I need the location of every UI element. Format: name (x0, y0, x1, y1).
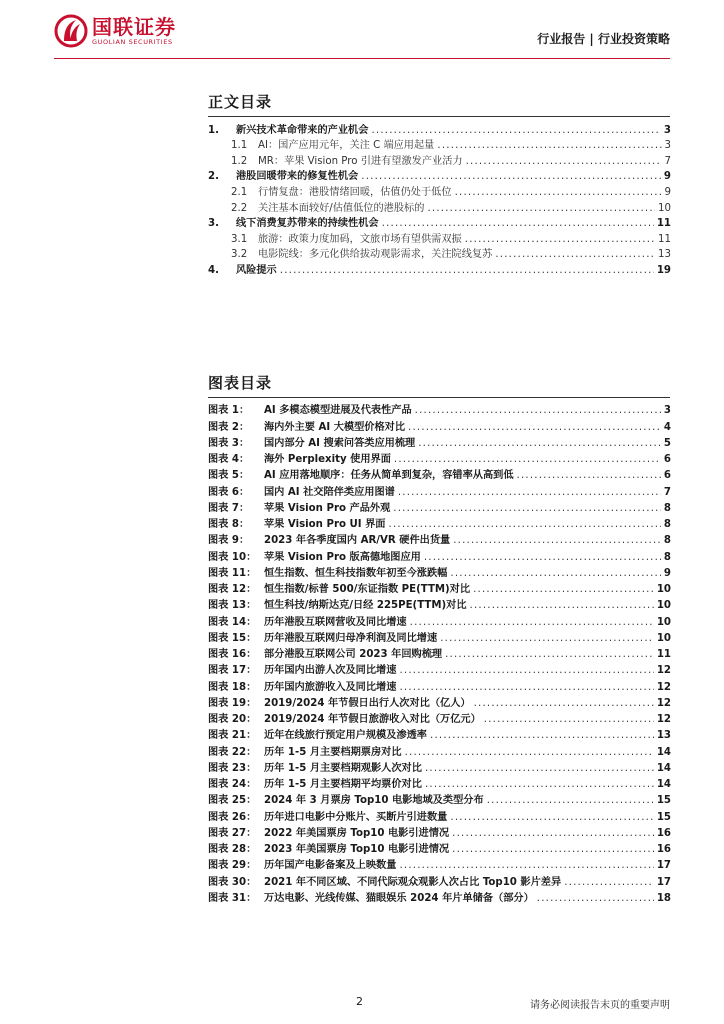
figure-entry-page: 16 (656, 827, 671, 839)
figure-entry-title: 2022 年美国票房 Top10 电影引进情况 (264, 827, 450, 839)
figure-entry-page: 14 (656, 762, 671, 774)
figure-entry-page: 12 (656, 665, 671, 677)
figure-entry-label: 图表 29： (208, 860, 257, 872)
figure-entry[interactable] (208, 482, 671, 498)
toc-entry[interactable] (208, 261, 671, 277)
figure-entry-title: 历年港股互联网营收及同比增速 (264, 616, 407, 628)
figure-entry-page: 10 (656, 584, 671, 595)
dot-leader (430, 729, 654, 742)
dot-leader (399, 859, 653, 872)
figure-entry-title: 2024 年 3 月票房 Top10 电影地域及类型分布 (264, 795, 484, 807)
dot-leader (399, 664, 653, 677)
figure-entry-page: 15 (656, 795, 671, 807)
dot-leader (465, 233, 655, 246)
figure-entry[interactable] (208, 677, 671, 693)
toc-entry-title: 行情复盘：港股情绪回暖，估值仍处于低位 (258, 186, 452, 198)
figure-entry[interactable] (208, 547, 671, 563)
figure-entry[interactable] (208, 515, 671, 531)
figure-entry-page: 8 (663, 502, 671, 514)
figure-entry-page: 18 (656, 892, 671, 904)
figure-entry[interactable] (208, 645, 671, 661)
toc-entry-page: 9 (664, 186, 671, 198)
figure-entry-title: 恒生指数/标普 500/东证指数 PE(TTM)对比 (264, 584, 471, 595)
figure-entry-title: 苹果 Vision Pro 版高德地图应用 (264, 551, 421, 563)
figure-entry-page: 17 (656, 876, 671, 888)
figure-entry-title: 国内部分 AI 搜索问答类应用梳理 (264, 437, 416, 449)
dot-leader (484, 713, 654, 726)
figure-entry[interactable] (208, 450, 671, 466)
dot-leader (495, 248, 655, 261)
dot-leader (470, 599, 654, 612)
figure-entry-page: 8 (663, 551, 671, 563)
toc-entry[interactable] (208, 137, 671, 153)
figure-entry-label: 图表 1： (208, 405, 250, 417)
figure-entry-label: 图表 7： (208, 502, 250, 514)
figure-entry-title: 部分港股互联网公司 2023 年回购梳理 (264, 649, 443, 660)
dot-leader (405, 746, 654, 759)
figure-entry-title: 国内 AI 社交陪伴类应用图谱 (264, 486, 395, 498)
figure-entry[interactable] (208, 612, 671, 628)
toc-entry-number: 2.2 (231, 202, 248, 214)
dot-leader (427, 202, 655, 215)
figure-entry-label: 图表 23： (208, 762, 257, 774)
guolian-logo-icon (54, 14, 88, 48)
figure-entry-page: 10 (656, 600, 671, 612)
figure-entry[interactable] (208, 791, 671, 807)
figure-entry-title: 苹果 Vision Pro 产品外观 (264, 502, 391, 514)
figure-entry-label: 图表 9： (208, 535, 250, 547)
toc-entry-page: 11 (658, 233, 671, 245)
toc-entry-title: 线下消费复苏带来的持续性机会 (236, 218, 379, 230)
figure-entry-label: 图表 6： (208, 486, 250, 498)
figure-entry[interactable] (208, 807, 671, 823)
logo-english-name: GUOLIAN SECURITIES (92, 37, 173, 46)
dot-leader (452, 827, 654, 840)
dot-leader (410, 616, 654, 629)
dot-leader (517, 469, 661, 482)
figure-entry-page: 6 (663, 454, 671, 465)
toc-entry-title: AI：国产应用元年，关注 C 端应用起量 (258, 140, 435, 152)
figure-entry-label: 图表 19： (208, 697, 257, 709)
figure-entry-page: 8 (663, 519, 671, 530)
dot-leader (564, 876, 654, 889)
dot-leader (453, 534, 661, 547)
toc-entry[interactable] (208, 121, 671, 137)
figure-entry-label: 图表 16： (208, 649, 257, 660)
toc-entry[interactable] (208, 230, 671, 246)
toc-entry-page: 10 (658, 202, 671, 214)
figures-divider (208, 397, 670, 398)
dot-leader (473, 583, 654, 596)
toc-entry[interactable] (208, 168, 671, 184)
dot-leader (394, 453, 661, 466)
figure-entry[interactable] (208, 401, 671, 417)
toc-list (208, 121, 671, 277)
figure-entry[interactable] (208, 466, 671, 482)
figure-entry-page: 15 (656, 811, 671, 823)
figure-entry-title: 历年国内出游人次及同比增速 (264, 665, 397, 677)
toc-entry-title: 电影院线：多元化供给拔动观影需求，关注院线复苏 (258, 249, 493, 261)
figure-entry-title: 历年 1-5 月主要档期平均票价对比 (264, 779, 422, 790)
dot-leader (466, 155, 662, 168)
figure-entry[interactable] (208, 580, 671, 596)
dot-leader (455, 186, 662, 199)
dot-leader (280, 264, 654, 277)
dot-leader (389, 518, 661, 531)
figure-entry-label: 图表 12： (208, 584, 257, 595)
toc-title: 正文目录 (208, 93, 273, 111)
dot-leader (487, 794, 654, 807)
toc-entry[interactable] (208, 246, 671, 262)
figure-entry-label: 图表 17： (208, 665, 257, 677)
figure-entry-page: 14 (656, 746, 671, 758)
figure-entry[interactable] (208, 775, 671, 791)
figure-entry-page: 12 (656, 697, 671, 709)
figure-entry-label: 图表 25： (208, 795, 257, 807)
figure-entry[interactable] (208, 434, 671, 450)
figure-entry[interactable] (208, 596, 671, 612)
figure-entry[interactable] (208, 759, 671, 775)
figure-entry-page: 14 (656, 779, 671, 790)
header-divider (54, 58, 670, 59)
figure-entry-page: 7 (663, 486, 671, 498)
page-number: 2 (356, 995, 363, 1008)
dot-leader (450, 811, 653, 824)
figure-entry-page: 16 (656, 844, 671, 855)
figure-entry-label: 图表 3： (208, 437, 250, 449)
figure-entry[interactable] (208, 840, 671, 856)
figure-entry-label: 图表 14： (208, 616, 257, 628)
figure-entry-page: 17 (656, 860, 671, 872)
toc-entry-number: 1.1 (231, 140, 248, 152)
figure-entry-label: 图表 18： (208, 681, 257, 693)
dot-leader (371, 124, 660, 137)
toc-divider (208, 116, 670, 117)
figure-entry-title: 2019/2024 年节假日旅游收入对比（万亿元） (264, 714, 481, 725)
toc-entry-number: 4. (208, 264, 219, 276)
toc-entry-title: 港股回暖带来的修复性机会 (236, 171, 359, 183)
figure-entry-page: 4 (663, 421, 671, 433)
figure-entry-title: 历年国产电影备案及上映数量 (264, 860, 397, 872)
figure-entry[interactable] (208, 629, 671, 645)
figure-entry[interactable] (208, 531, 671, 547)
figures-list (208, 401, 671, 905)
toc-entry-number: 3.2 (231, 249, 248, 261)
dot-leader (361, 170, 661, 183)
figure-entry-label: 图表 28： (208, 844, 257, 855)
figure-entry[interactable] (208, 564, 671, 580)
figure-entry-page: 9 (663, 567, 671, 579)
figure-entry-page: 6 (663, 470, 671, 482)
toc-entry[interactable] (208, 215, 671, 231)
figure-entry-label: 图表 2： (208, 421, 250, 433)
figure-entry-title: 2023 年美国票房 Top10 电影引进情况 (264, 844, 450, 855)
toc-entry[interactable] (208, 199, 671, 215)
dot-leader (382, 217, 654, 230)
toc-entry-page: 13 (658, 249, 671, 261)
dot-leader (437, 139, 661, 152)
figure-entry-page: 8 (663, 535, 671, 547)
figure-entry-title: 历年进口电影中分账片、买断片引进数量 (264, 811, 448, 823)
toc-entry-number: 1. (208, 124, 219, 136)
figure-entry-title: 历年 1-5 月主要档期观影人次对比 (264, 762, 422, 774)
figure-entry-title: 2023 年各季度国内 AR/VR 硬件出货量 (264, 535, 451, 547)
dot-leader (445, 648, 654, 661)
figure-entry-label: 图表 20： (208, 714, 257, 725)
figure-entry[interactable] (208, 499, 671, 515)
figure-entry[interactable] (208, 889, 671, 905)
figure-entry[interactable] (208, 742, 671, 758)
toc-entry-title: 新兴技术革命带来的产业机会 (236, 124, 369, 136)
toc-entry-page: 9 (663, 171, 671, 183)
toc-entry-page: 11 (656, 218, 671, 230)
figure-entry-label: 图表 11： (208, 567, 257, 579)
figure-entry-label: 图表 30： (208, 876, 257, 888)
toc-entry-number: 1.2 (231, 155, 248, 167)
figure-entry-label: 图表 4： (208, 454, 250, 465)
dot-leader (450, 567, 661, 580)
figure-entry-title: 2019/2024 年节假日出行人次对比（亿人） (264, 697, 471, 709)
figure-entry-title: 历年国内旅游收入及同比增速 (264, 681, 397, 693)
toc-entry-number: 2.1 (231, 186, 248, 198)
figure-entry-title: AI 多模态模型进展及代表性产品 (264, 405, 412, 417)
toc-entry-title: 旅游：政策力度加码，文旅市场有望供需双振 (258, 233, 462, 245)
dot-leader (537, 892, 654, 905)
disclaimer-note: 请务必阅读报告末页的重要声明 (530, 1000, 670, 1011)
report-type: 行业报告 | 行业投资策略 (537, 32, 670, 46)
figure-entry-page: 11 (656, 649, 671, 660)
page-header (0, 0, 724, 62)
dot-leader (393, 502, 661, 515)
figure-entry-label: 图表 5： (208, 470, 250, 482)
figure-entry-title: 恒生科技/纳斯达克/日经 225PE(TTM)对比 (264, 600, 467, 612)
dot-leader (415, 404, 661, 417)
toc-entry-page: 3 (663, 124, 671, 136)
figure-entry-page: 5 (663, 437, 671, 449)
figure-entry-label: 图表 31： (208, 892, 257, 904)
figure-entry-page: 3 (663, 405, 671, 417)
figure-entry-title: 苹果 Vision Pro UI 界面 (264, 519, 386, 530)
figure-entry-title: 海外 Perplexity 使用界面 (264, 454, 391, 465)
toc-entry-number: 3.1 (231, 233, 248, 245)
figures-title: 图表目录 (208, 374, 273, 392)
figure-entry-label: 图表 8： (208, 519, 250, 530)
company-logo (54, 14, 176, 48)
toc-entry-page: 19 (656, 264, 671, 276)
toc-entry-number: 2. (208, 171, 219, 183)
figure-entry[interactable] (208, 417, 671, 433)
figure-entry-label: 图表 21： (208, 730, 257, 742)
figure-entry-label: 图表 13： (208, 600, 257, 612)
figure-entry-page: 13 (656, 730, 671, 742)
toc-entry-page: 7 (664, 155, 671, 167)
dot-leader (399, 681, 653, 694)
dot-leader (452, 843, 654, 856)
figure-entry-title: 历年港股互联网归母净利润及同比增速 (264, 632, 438, 644)
toc-entry-title: 风险提示 (236, 264, 277, 276)
figure-entry[interactable] (208, 694, 671, 710)
figure-entry[interactable] (208, 856, 671, 872)
figure-entry[interactable] (208, 824, 671, 840)
figure-entry-label: 图表 26： (208, 811, 257, 823)
figure-entry-page: 10 (656, 632, 671, 644)
toc-entry-title: 关注基本面较好/估值低位的港股标的 (258, 202, 425, 214)
figure-entry-page: 12 (656, 681, 671, 693)
figure-entry[interactable] (208, 872, 671, 888)
dot-leader (425, 778, 654, 791)
figure-entry-title: 万达电影、光线传媒、猫眼娱乐 2024 年片单储备（部分） (264, 892, 534, 904)
logo-chinese-name: 国联证券 (92, 14, 176, 39)
figure-entry-page: 10 (656, 616, 671, 628)
figure-entry-title: 历年 1-5 月主要档期票房对比 (264, 746, 402, 758)
figure-entry-label: 图表 15： (208, 632, 257, 644)
dot-leader (474, 697, 654, 710)
dot-leader (424, 551, 661, 564)
toc-entry-title: MR：苹果 Vision Pro 引进有望激发产业活力 (258, 155, 463, 167)
toc-entry-number: 3. (208, 218, 219, 230)
figure-entry[interactable] (208, 661, 671, 677)
figure-entry-label: 图表 27： (208, 827, 257, 839)
figure-entry[interactable] (208, 710, 671, 726)
figure-entry[interactable] (208, 726, 671, 742)
toc-entry[interactable] (208, 152, 671, 168)
dot-leader (418, 437, 661, 450)
figure-entry-label: 图表 22： (208, 746, 257, 758)
toc-entry[interactable] (208, 183, 671, 199)
figure-entry-label: 图表 10： (208, 551, 257, 563)
figure-entry-title: 恒生指数、恒生科技指数年初至今涨跌幅 (264, 567, 448, 579)
dot-leader (425, 762, 654, 775)
dot-leader (440, 632, 654, 645)
figure-entry-title: 2021 年不同区域、不同代际观众观影人次占比 Top10 影片差异 (264, 876, 562, 888)
figure-entry-title: 近年在线旅行预定用户规模及渗透率 (264, 730, 427, 742)
toc-entry-page: 3 (664, 140, 671, 152)
figure-entry-page: 12 (656, 714, 671, 725)
figure-entry-label: 图表 24： (208, 779, 257, 790)
dot-leader (398, 486, 661, 499)
figure-entry-title: 海内外主要 AI 大模型价格对比 (264, 421, 406, 433)
figure-entry-title: AI 应用落地顺序：任务从简单到复杂，容错率从高到低 (264, 470, 514, 482)
dot-leader (408, 421, 661, 434)
